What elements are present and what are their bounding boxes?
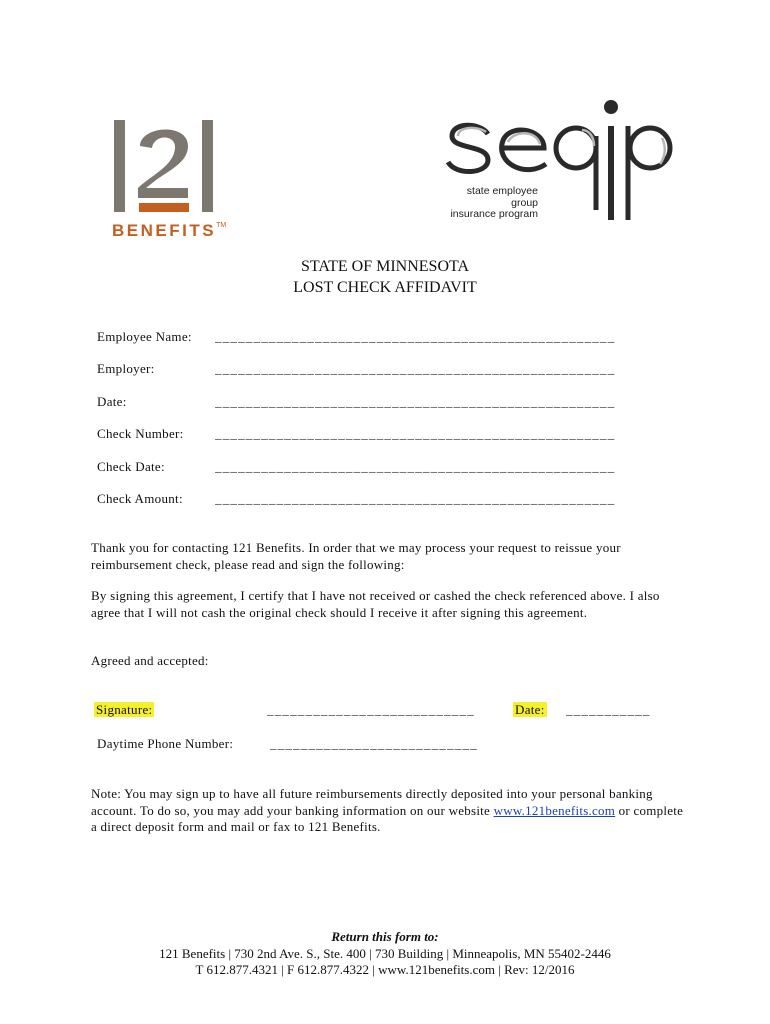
phone-label: Daytime Phone Number: [97,736,234,751]
segip-subtitle: state employee group insurance program [450,185,538,220]
121-benefits-logo [110,118,235,243]
website-link[interactable]: www.121benefits.com [493,802,616,818]
intro-paragraph: Thank you for contacting 121 Benefits. In order that we may process your request to reissue your reimbursement check, please read and sign the following: [91,540,621,572]
employer-label: Employer: [97,361,155,376]
signature-label: Signature: [96,702,153,717]
document-title [0,256,770,298]
check-number-field[interactable]: ____________________________________________________ [215,426,616,441]
check-number-label: Check Number: [97,426,184,441]
title-line-1: STATE OF MINNESOTA [300,258,470,275]
return-contact: T 612.877.4321 | F 612.877.4322 | www.121benefits.com | Rev: 12/2016 [195,962,575,977]
title-line-2: LOST CHECK AFFIDAVIT [293,279,477,296]
check-date-field[interactable]: ____________________________________________________ [215,459,616,474]
check-amount-field[interactable]: ____________________________________________________ [215,491,616,506]
signature-date-label: Date: [515,702,545,717]
check-amount-label: Check Amount: [97,491,183,506]
phone-field[interactable]: ___________________________ [270,736,478,751]
employee-name-field[interactable]: ____________________________________________________ [215,329,616,344]
benefits-wordmark: BENEFITS™ [112,221,227,240]
agreed-accepted-text: Agreed and accepted: [91,653,209,668]
signature-field[interactable]: ___________________________ [267,702,475,717]
return-label: Return this form to: [331,929,439,944]
segip-logo [440,92,680,227]
employer-field[interactable]: ____________________________________________________ [215,361,616,376]
note-paragraph: Note: You may sign up to have all future reimbursements directly deposited into your personal banking account. To do so, you may add your banking information on our website www.121benefits.com or complete a direct deposit form and mail or fax to 121 Benefits. [91,786,684,834]
check-date-label: Check Date: [97,459,165,474]
date-field[interactable]: ____________________________________________________ [215,394,616,409]
121-logo-mark [110,118,235,218]
date-label: Date: [97,394,127,409]
return-address: 121 Benefits | 730 2nd Ave. S., Ste. 400 | 730 Building | Minneapolis, MN 55402-2446 [159,945,611,961]
employee-name-label: Employee Name: [97,329,192,344]
agreement-paragraph: By signing this agreement, I certify that I have not received or cashed the check referenced above. I also agree that I will not cash the original check should I receive it after signing this agreement. [91,588,660,620]
footer [0,929,770,979]
signature-date-field[interactable]: ___________ [566,702,651,717]
